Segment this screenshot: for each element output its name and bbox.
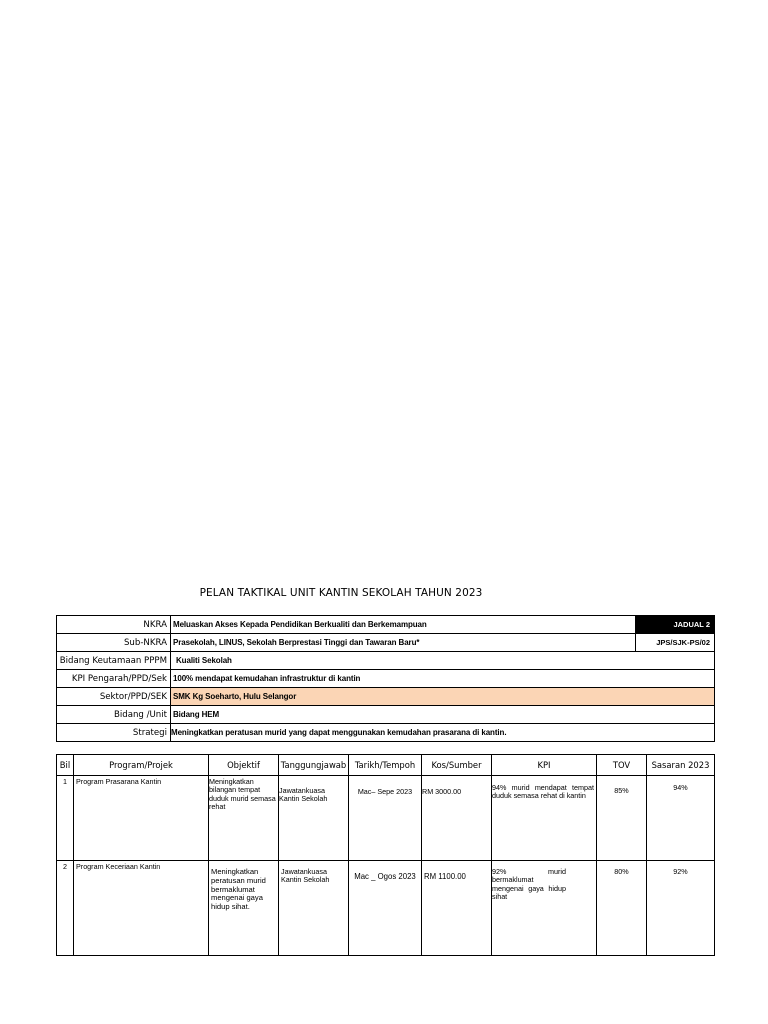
bidang-keutamaan-value: Kualiti Sekolah xyxy=(171,652,715,670)
cell-tov: 85% xyxy=(597,776,647,861)
column-header: Kos/Sumber xyxy=(422,755,492,776)
table-row xyxy=(57,861,715,956)
column-header: Tanggungjawab xyxy=(279,755,349,776)
column-header: Objektif xyxy=(209,755,279,776)
strategi-value: Meningkatkan peratusan murid yang dapat menggunakan kemudahan prasarana di kantin. xyxy=(171,724,715,742)
nkra-label: NKRA xyxy=(57,616,171,634)
info-table xyxy=(56,615,715,742)
table-header-row xyxy=(57,755,715,776)
program-table xyxy=(56,754,715,956)
document-code: JPS/SJK-PS/02 xyxy=(636,634,715,652)
sektor-value: SMK Kg Soeharto, Hulu Selangor xyxy=(171,688,715,706)
jadual-badge: JADUAL 2 xyxy=(636,616,715,634)
info-row-nkra xyxy=(57,616,715,634)
sektor-label: Sektor/PPD/SEK xyxy=(57,688,171,706)
cell-kos: RM 1100.00 xyxy=(422,861,492,956)
cell-tanggungjawab: Jawatankuasa Kantin Sekolah xyxy=(279,776,349,861)
column-header: KPI xyxy=(492,755,597,776)
cell-sasaran: 92% xyxy=(647,861,715,956)
strategi-label: Strategi xyxy=(57,724,171,742)
cell-tarikh: Mac _ Ogos 2023 xyxy=(349,861,422,956)
info-row-subnkra xyxy=(57,634,715,652)
cell-kos: RM 3000.00 xyxy=(422,776,492,861)
bidang-unit-label: Bidang /Unit xyxy=(57,706,171,724)
cell-program: Program Prasarana Kantin xyxy=(74,776,209,861)
cell-objektif: Meningkatkan bilangan tempat duduk murid semasa rehat xyxy=(209,776,279,861)
cell-program: Program Keceriaan Kantin xyxy=(74,861,209,956)
info-row-sektor xyxy=(57,688,715,706)
bidang-unit-value: Bidang HEM xyxy=(171,706,715,724)
document-title: PELAN TAKTIKAL UNIT KANTIN SEKOLAH TAHUN 2023 xyxy=(199,587,483,599)
nkra-value: Meluaskan Akses Kepada Pendidikan Berkualiti dan Berkemampuan xyxy=(171,616,636,634)
subnkra-label: Sub-NKRA xyxy=(57,634,171,652)
subnkra-value: Prasekolah, LINUS, Sekolah Berprestasi Tinggi dan Tawaran Baru* xyxy=(171,634,636,652)
info-row-kpi xyxy=(57,670,715,688)
info-row-bidang-unit xyxy=(57,706,715,724)
bidang-keutamaan-label: Bidang Keutamaan PPPM xyxy=(57,652,171,670)
column-header: TOV xyxy=(597,755,647,776)
cell-tov: 80% xyxy=(597,861,647,956)
cell-bil: 1 xyxy=(57,776,74,861)
kpi-label: KPI Pengarah/PPD/Sek xyxy=(57,670,171,688)
info-row-strategi xyxy=(57,724,715,742)
cell-sasaran: 94% xyxy=(647,776,715,861)
cell-bil: 2 xyxy=(57,861,74,956)
cell-tarikh: Mac– Sepe 2023 xyxy=(349,776,422,861)
column-header: Program/Projek xyxy=(74,755,209,776)
table-row xyxy=(57,776,715,861)
info-row-bidang-keutamaan xyxy=(57,652,715,670)
column-header: Bil xyxy=(57,755,74,776)
column-header: Sasaran 2023 xyxy=(647,755,715,776)
cell-tanggungjawab: Jawatankuasa Kantin Sekolah xyxy=(279,861,349,956)
column-header: Tarikh/Tempoh xyxy=(349,755,422,776)
cell-kpi: 92% murid bermaklumat mengenai gaya hidup sihat xyxy=(492,861,597,956)
cell-objektif: Meningkatkan peratusan murid bermaklumat mengenai gaya hidup sihat. xyxy=(209,861,279,956)
kpi-value: 100% mendapat kemudahan infrastruktur di kantin xyxy=(171,670,715,688)
cell-kpi: 94% murid mendapat tempat duduk semasa rehat di kantin xyxy=(492,776,597,861)
